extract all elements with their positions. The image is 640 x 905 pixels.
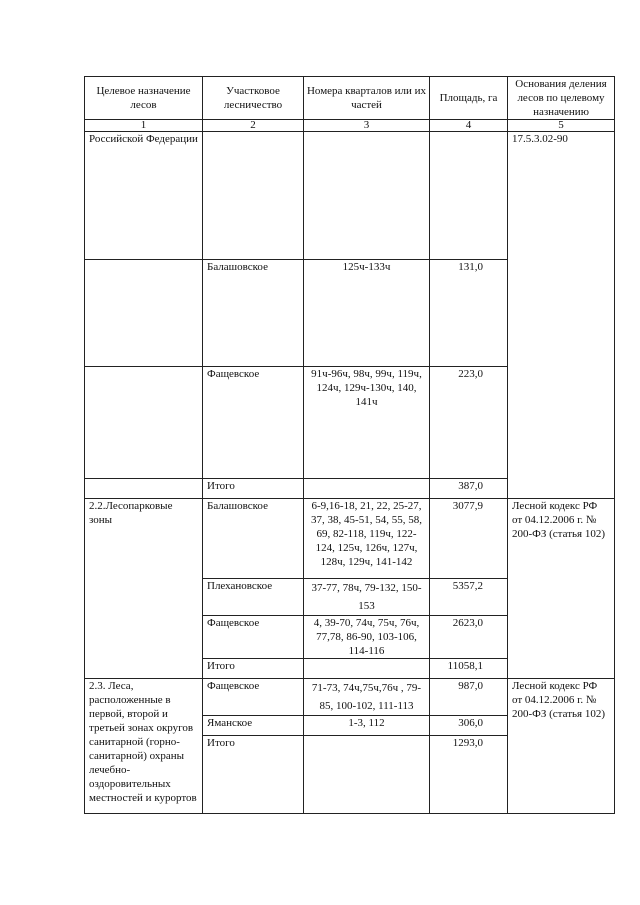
- table-row: [85, 132, 615, 260]
- purpose-cell: [85, 260, 203, 367]
- quarters-cell: 6-9,16-18, 21, 22, 25-27, 37, 38, 45-51, 54, 55, 58, 69, 82-118, 119ч, 122-124, 125ч, 126ч, 127ч, 128ч, 129ч, 141-142: [304, 499, 430, 579]
- total-area: 1293,0: [430, 736, 508, 814]
- header-purpose: Целевое назначение лесов: [85, 77, 203, 120]
- quarters-cell: [304, 479, 430, 499]
- area-cell: 306,0: [430, 716, 508, 736]
- area-cell: 2623,0: [430, 616, 508, 659]
- forestry-cell: Фащевское: [203, 679, 304, 716]
- table-row: [85, 679, 615, 716]
- column-number: 1: [85, 120, 203, 132]
- area-cell: 131,0: [430, 260, 508, 367]
- quarters-cell: [304, 132, 430, 260]
- header-area: Площадь, га: [430, 77, 508, 120]
- header-row: [85, 77, 615, 120]
- total-area: 11058,1: [430, 659, 508, 679]
- area-cell: 3077,9: [430, 499, 508, 579]
- forestry-cell: Фащевское: [203, 367, 304, 479]
- column-number: 2: [203, 120, 304, 132]
- basis-cell: Лесной кодекс РФ от 04.12.2006 г. № 200-ФЗ (статья 102): [508, 679, 615, 814]
- forestry-cell: Балашовское: [203, 260, 304, 367]
- column-number: 5: [508, 120, 615, 132]
- purpose-cell: [85, 367, 203, 479]
- total-label: Итого: [203, 659, 304, 679]
- forestry-cell: Яманское: [203, 716, 304, 736]
- basis-cell: Лесной кодекс РФ от 04.12.2006 г. № 200-ФЗ (статья 102): [508, 499, 615, 679]
- forestry-cell: Плехановское: [203, 579, 304, 616]
- table-row: [85, 499, 615, 579]
- area-cell: 5357,2: [430, 579, 508, 616]
- forestry-cell: Балашовское: [203, 499, 304, 579]
- forestry-cell: [203, 132, 304, 260]
- purpose-cell: [85, 479, 203, 499]
- quarters-cell: [304, 659, 430, 679]
- total-area: 387,0: [430, 479, 508, 499]
- column-number: 3: [304, 120, 430, 132]
- column-number-row: [85, 120, 615, 132]
- forestry-cell: Фащевское: [203, 616, 304, 659]
- quarters-cell: 4, 39-70, 74ч, 75ч, 76ч, 77,78, 86-90, 103-106, 114-116: [304, 616, 430, 659]
- purpose-cell: 2.3. Леса, расположенные в первой, второй и третьей зонах округов санитарной (горно- санитарной) охраны лечебно-оздоровительных местностей и курортов: [85, 679, 203, 814]
- header-quarters: Номера кварталов или их частей: [304, 77, 430, 120]
- area-cell: [430, 132, 508, 260]
- area-cell: 987,0: [430, 679, 508, 716]
- quarters-cell: [304, 736, 430, 814]
- quarters-cell: 125ч-133ч: [304, 260, 430, 367]
- purpose-cell: 2.2.Лесопарковые зоны: [85, 499, 203, 679]
- forest-purpose-table: [84, 76, 615, 814]
- header-forestry: Участковое лесничество: [203, 77, 304, 120]
- quarters-cell: 91ч-96ч, 98ч, 99ч, 119ч, 124ч, 129ч-130ч, 140, 141ч: [304, 367, 430, 479]
- total-label: Итого: [203, 479, 304, 499]
- basis-cell: 17.5.3.02-90: [508, 132, 615, 499]
- column-number: 4: [430, 120, 508, 132]
- purpose-cell: Российской Федерации: [85, 132, 203, 260]
- total-label: Итого: [203, 736, 304, 814]
- quarters-cell: 71-73, 74ч,75ч,76ч , 79-85, 100-102, 111-113: [304, 679, 430, 716]
- quarters-cell: 1-3, 112: [304, 716, 430, 736]
- header-basis: Основания деления лесов по целевому назначению: [508, 77, 615, 120]
- area-cell: 223,0: [430, 367, 508, 479]
- quarters-cell: 37-77, 78ч, 79-132, 150-153: [304, 579, 430, 616]
